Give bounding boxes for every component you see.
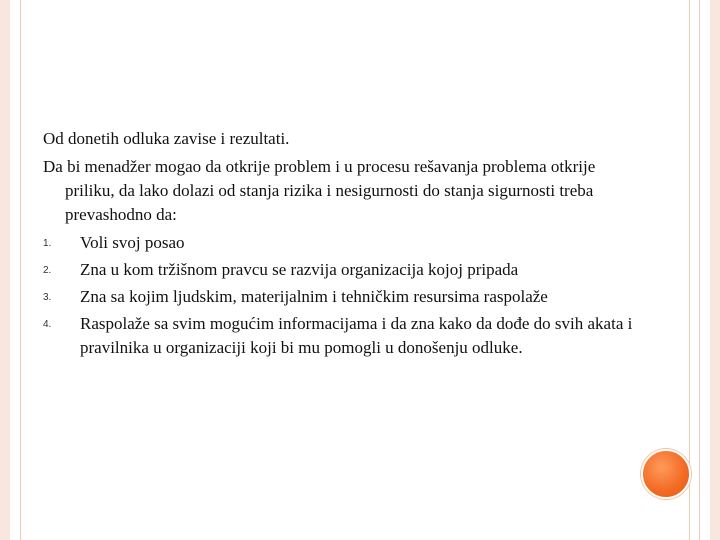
list-number: 3. bbox=[43, 292, 52, 303]
numbered-list bbox=[43, 231, 643, 360]
list-number: 4. bbox=[43, 319, 52, 330]
list-item-text: Voli svoj posao bbox=[80, 233, 185, 252]
list-item-text: Zna u kom tržišnom pravcu se razvija organizacija kojoj pripada bbox=[80, 260, 519, 279]
list-number: 1. bbox=[43, 238, 52, 249]
list-number: 2. bbox=[43, 265, 52, 276]
slide-content bbox=[43, 127, 643, 363]
decorative-line bbox=[689, 0, 690, 540]
main-paragraph: Da bi menadžer mogao da otkrije problem i u procesu rešavanja problema otkrije priliku, da lako dolazi od stanja rizika i nesigurnosti do stanja sigurnosti treba prevashodno da: bbox=[43, 157, 596, 224]
list-item-text: Raspolaže sa svim mogućim informacijama i da zna kako da dođe do svih akata i pravilnika u organizaciji koji bi mu pomogli u donošenju odluke. bbox=[80, 314, 633, 357]
list-item-text: Zna sa kojim ljudskim, materijalnim i tehničkim resursima raspolaže bbox=[80, 287, 548, 306]
orange-circle-icon bbox=[641, 449, 691, 499]
list-item bbox=[43, 231, 643, 255]
list-item bbox=[43, 285, 643, 309]
list-item bbox=[43, 312, 643, 360]
intro-text: Od donetih odluka zavise i rezultati. bbox=[43, 129, 290, 148]
list-item bbox=[43, 258, 643, 282]
